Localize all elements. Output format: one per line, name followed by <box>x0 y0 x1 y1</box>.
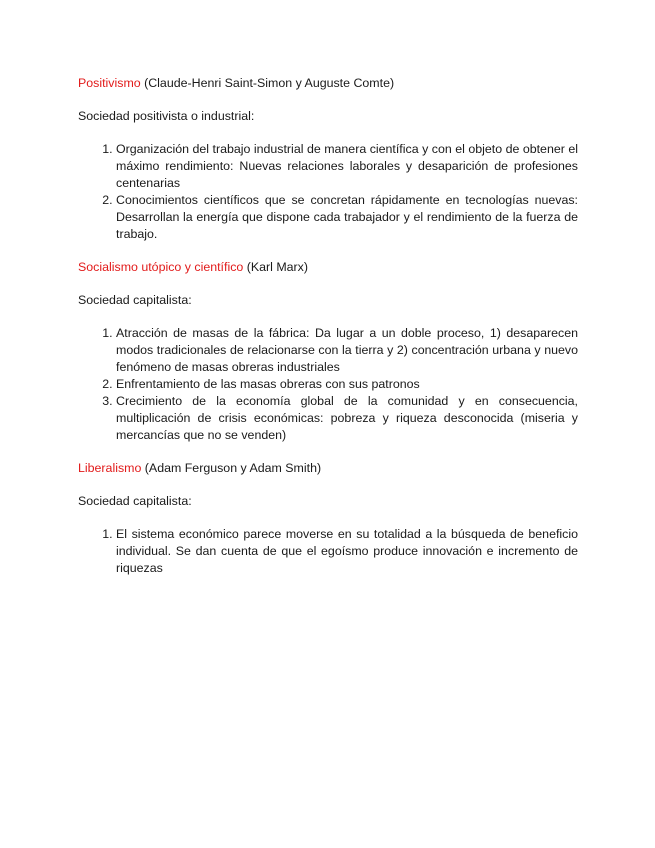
authors-liberalismo: (Adam Ferguson y Adam Smith) <box>141 461 322 475</box>
section-socialismo <box>78 259 578 444</box>
section-positivismo <box>78 75 578 243</box>
subtitle-socialismo: Sociedad capitalista: <box>78 293 192 307</box>
subtitle-liberalismo: Sociedad capitalista: <box>78 494 192 508</box>
list-item: 1. El sistema económico parece moverse en su totalidad a la búsqueda de beneficio individual. Se dan cuenta de que el egoísmo produce innovación e incremento de riquezas <box>116 526 578 577</box>
list-liberalismo <box>78 526 578 577</box>
authors-socialismo: (Karl Marx) <box>243 260 309 274</box>
list-item: 3. Crecimiento de la economía global de la comunidad y en consecuencia, multiplicación de crisis económicas: pobreza y riqueza desconocida (miseria y mercancías que no se venden) <box>116 393 578 444</box>
authors-positivismo: (Claude-Henri Saint-Simon y Auguste Comte) <box>140 76 395 90</box>
list-item: 1. Organización del trabajo industrial de manera científica y con el objeto de obtener el máximo rendimiento: Nuevas relaciones laborales y desaparición de profesiones centenarias <box>116 141 578 192</box>
section-liberalismo <box>78 460 578 577</box>
term-socialismo: Socialismo utópico y científico <box>78 260 244 274</box>
list-item: 2. Conocimientos científicos que se concretan rápidamente en tecnologías nuevas: Desarrollan la energía que dispone cada trabajador y el rendimiento de la fuerza de trabajo. <box>116 192 578 243</box>
list-item: 1. Atracción de masas de la fábrica: Da lugar a un doble proceso, 1) desaparecen modos tradicionales de relacionarse con la tierra y 2) concentración urbana y nuevo fenómeno de masas obreras industriales <box>116 325 578 376</box>
term-positivismo: Positivismo <box>78 76 141 90</box>
section-heading <box>78 75 578 92</box>
list-socialismo <box>78 325 578 444</box>
term-liberalismo: Liberalismo <box>78 461 142 475</box>
document-page <box>78 75 578 593</box>
section-heading <box>78 259 578 276</box>
subtitle-positivismo: Sociedad positivista o industrial: <box>78 109 255 123</box>
list-item: 2. Enfrentamiento de las masas obreras con sus patronos <box>116 376 578 393</box>
list-positivismo <box>78 141 578 243</box>
section-heading <box>78 460 578 477</box>
